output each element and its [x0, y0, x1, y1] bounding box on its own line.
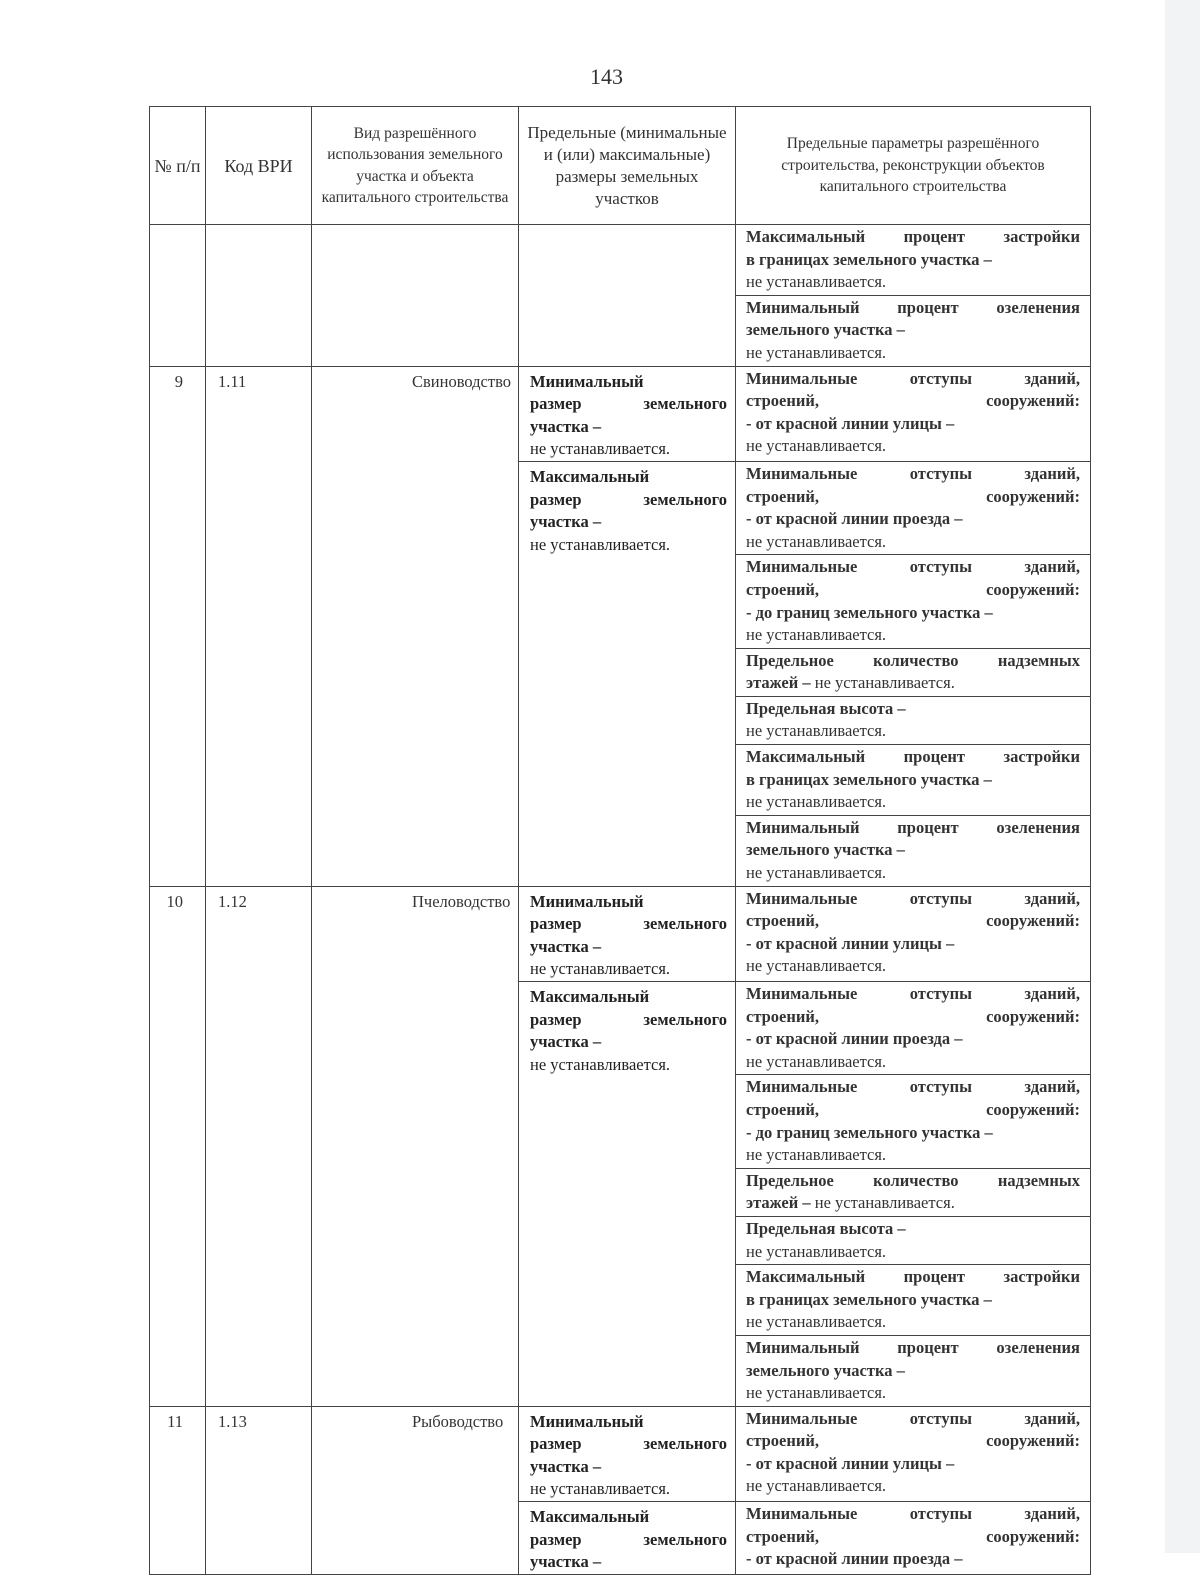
param-bold-line: в границах земельного участка –: [746, 1289, 992, 1309]
row-use-type: [312, 225, 519, 367]
param-value: не устанавливается.: [810, 673, 955, 693]
size-block: [530, 891, 727, 981]
param-value: не устанавливается.: [746, 792, 887, 812]
size-bold-line: участка –: [530, 1456, 602, 1476]
param-stack: [736, 1407, 1090, 1499]
param-bold-line: - от красной линии проезда –: [746, 1029, 963, 1049]
row-use-type: Свиноводство: [312, 366, 519, 886]
row-size-max: [519, 982, 736, 1407]
param-bold-line: земельного участка –: [746, 840, 905, 860]
param-bold-line: - от красной линии проезда –: [746, 1549, 963, 1569]
param-bold-line: земельного участка –: [746, 1360, 905, 1380]
size-value: не устанавливается.: [530, 959, 671, 979]
table-body: [150, 225, 1091, 1575]
row-params-first: [736, 886, 1091, 981]
row-params-first: [736, 366, 1091, 461]
param-block: [736, 225, 1090, 296]
row-sizes: [519, 225, 736, 367]
param-block: [736, 887, 1090, 979]
size-bold-line: Максимальный: [530, 1507, 650, 1527]
land-use-table: [149, 106, 1091, 1575]
param-bold-line: - от красной линии улицы –: [746, 1453, 955, 1473]
size-bold-line: Минимальный: [530, 371, 644, 391]
param-block: [736, 296, 1090, 366]
param-value: не устанавливается.: [746, 1383, 887, 1403]
param-bold-line: строений, сооружений:: [746, 1431, 1080, 1451]
param-bold-line: Предельная высота –: [746, 1218, 906, 1238]
param-bold-line: Предельная высота –: [746, 698, 906, 718]
param-bold-line: Минимальные отступы зданий,: [746, 888, 1080, 908]
row-params-rest: [736, 1502, 1091, 1575]
param-bold-line: строений, сооружений:: [746, 486, 1080, 506]
param-value: не устанавливается.: [746, 1241, 887, 1261]
param-stack: [736, 225, 1090, 366]
table-row: [150, 366, 1091, 461]
param-block: [736, 1336, 1090, 1406]
param-bold-line: строений, сооружений:: [746, 1099, 1080, 1119]
param-bold-line: земельного участка –: [746, 320, 905, 340]
size-bold-line: Максимальный: [530, 466, 650, 486]
row-params-rest: [736, 982, 1091, 1407]
header-type: Вид разрешённого использования земельного участка и объекта капитального строительства: [312, 107, 519, 225]
param-block: [736, 367, 1090, 459]
scan-margin-strip: [1165, 0, 1200, 1553]
param-bold-line: строений, сооружений:: [746, 391, 1080, 411]
size-bold-line: Минимальный: [530, 891, 644, 911]
param-value: не устанавливается.: [746, 436, 887, 456]
param-value: не устанавливается.: [746, 721, 887, 741]
param-block: [736, 1407, 1090, 1499]
param-bold-line: строений, сооружений:: [746, 911, 1080, 931]
param-bold-line: строений, сооружений:: [746, 1006, 1080, 1026]
param-block: [736, 462, 1090, 555]
table-row: [150, 225, 1091, 367]
param-bold-line: в границах земельного участка –: [746, 769, 992, 789]
param-bold-line: Минимальные отступы зданий,: [746, 557, 1080, 577]
param-bold-line: строений, сооружений:: [746, 1526, 1080, 1546]
size-block: [530, 1506, 727, 1574]
size-bold-line: участка –: [530, 936, 602, 956]
row-params-first: [736, 1406, 1091, 1501]
param-value: не устанавливается.: [746, 1476, 887, 1496]
size-block: [530, 371, 727, 461]
param-block: [736, 1169, 1090, 1217]
param-block: [736, 1502, 1090, 1572]
row-size-max: [519, 461, 736, 886]
param-bold-line: Максимальный процент застройки: [746, 747, 1080, 767]
row-use-type: Рыбоводство: [312, 1406, 519, 1574]
param-bold-line: - от красной линии улицы –: [746, 933, 955, 953]
row-number: 10: [150, 886, 206, 1406]
table-row: [150, 886, 1091, 981]
param-bold-line: Максимальный процент застройки: [746, 227, 1080, 246]
param-bold-line: Минимальные отступы зданий,: [746, 1408, 1080, 1428]
header-params: Предельные параметры разрешённого строительства, реконструкции объектов капитального строительства: [736, 107, 1091, 225]
param-bold-line: Минимальные отступы зданий,: [746, 463, 1080, 483]
row-number: [150, 225, 206, 367]
param-bold-line: в границах земельного участка –: [746, 249, 992, 269]
row-use-type: Пчеловодство: [312, 886, 519, 1406]
row-number: 9: [150, 366, 206, 886]
param-bold-line: Минимальный процент озеленения: [746, 1337, 1080, 1357]
param-block: [736, 816, 1090, 886]
param-bold-line: строений, сооружений:: [746, 579, 1080, 599]
size-bold-line: участка –: [530, 1032, 602, 1052]
param-block: [736, 1075, 1090, 1168]
param-value: не устанавливается.: [746, 1051, 887, 1071]
size-bold-line: Минимальный: [530, 1411, 644, 1431]
param-stack: [736, 462, 1090, 886]
size-block: [530, 466, 727, 556]
param-block: [736, 555, 1090, 648]
param-block: [736, 697, 1090, 745]
size-bold-line: участка –: [530, 1552, 602, 1572]
size-bold-line: размер земельного: [530, 1434, 727, 1454]
row-params-rest: [736, 461, 1091, 886]
param-value: не устанавливается.: [746, 342, 887, 362]
param-bold-line: Минимальные отступы зданий,: [746, 984, 1080, 1003]
param-bold-line: Минимальный процент озеленения: [746, 297, 1080, 317]
param-value: не устанавливается.: [810, 1193, 955, 1213]
size-bold-line: участка –: [530, 512, 602, 532]
size-block: [530, 986, 727, 1076]
size-bold-line: размер земельного: [530, 1529, 727, 1549]
param-value: не устанавливается.: [746, 272, 887, 292]
row-code: [206, 225, 312, 367]
size-bold-line: размер земельного: [530, 1009, 727, 1029]
size-bold-line: размер земельного: [530, 394, 727, 414]
page-number: 143: [590, 64, 623, 89]
param-bold-line: Минимальный процент озеленения: [746, 817, 1080, 837]
param-block: [736, 1265, 1090, 1336]
row-size-min: [519, 886, 736, 981]
param-bold-line: Минимальные отступы зданий,: [746, 1504, 1080, 1524]
param-value: не устанавливается.: [746, 531, 887, 551]
param-block: [736, 982, 1090, 1075]
size-value: не устанавливается.: [530, 1479, 671, 1499]
table-row: [150, 1406, 1091, 1501]
row-size-max: [519, 1502, 736, 1575]
header-sizes: Предельные (минимальные и (или) максимальные) размеры земельных участков: [519, 107, 736, 225]
param-bold-line: - до границ земельного участка –: [746, 602, 993, 622]
size-bold-line: участка –: [530, 416, 602, 436]
param-stack: [736, 982, 1090, 1406]
param-bold-line: Предельное количество надземных: [746, 650, 1080, 670]
param-bold-line: Максимальный процент застройки: [746, 1267, 1080, 1287]
param-bold-line: - от красной линии улицы –: [746, 413, 955, 433]
row-code: 1.12: [206, 886, 312, 1406]
size-block: [530, 1411, 727, 1501]
param-bold-line: этажей – не устанавливается.: [746, 673, 955, 693]
param-bold-line: - от красной линии проезда –: [746, 509, 963, 529]
size-value: не устанавливается.: [530, 534, 671, 554]
header-code: Код ВРИ: [206, 107, 312, 225]
param-bold-line: Предельное количество надземных: [746, 1170, 1080, 1190]
row-code: 1.13: [206, 1406, 312, 1574]
size-value: не устанавливается.: [530, 439, 671, 459]
param-stack: [736, 887, 1090, 979]
param-bold-line: Минимальные отступы зданий,: [746, 368, 1080, 388]
size-bold-line: Максимальный: [530, 987, 650, 1006]
row-size-min: [519, 366, 736, 461]
param-value: не устанавливается.: [746, 863, 887, 883]
row-params: [736, 225, 1091, 367]
param-stack: [736, 1502, 1090, 1572]
row-size-min: [519, 1406, 736, 1501]
param-block: [736, 745, 1090, 816]
param-value: не устанавливается.: [746, 1145, 887, 1165]
size-value: не устанавливается.: [530, 1054, 671, 1074]
param-block: [736, 1217, 1090, 1265]
param-value: не устанавливается.: [746, 1312, 887, 1332]
param-stack: [736, 367, 1090, 459]
row-code: 1.11: [206, 366, 312, 886]
size-bold-line: размер земельного: [530, 489, 727, 509]
param-bold-line: этажей – не устанавливается.: [746, 1193, 955, 1213]
param-value: не устанавливается.: [746, 625, 887, 645]
param-value: не устанавливается.: [746, 956, 887, 976]
row-number: 11: [150, 1406, 206, 1574]
header-row: [150, 107, 1091, 225]
size-bold-line: размер земельного: [530, 914, 727, 934]
header-no: № п/п: [150, 107, 206, 225]
param-bold-line: Минимальные отступы зданий,: [746, 1077, 1080, 1097]
param-block: [736, 649, 1090, 697]
param-bold-line: - до границ земельного участка –: [746, 1122, 993, 1142]
